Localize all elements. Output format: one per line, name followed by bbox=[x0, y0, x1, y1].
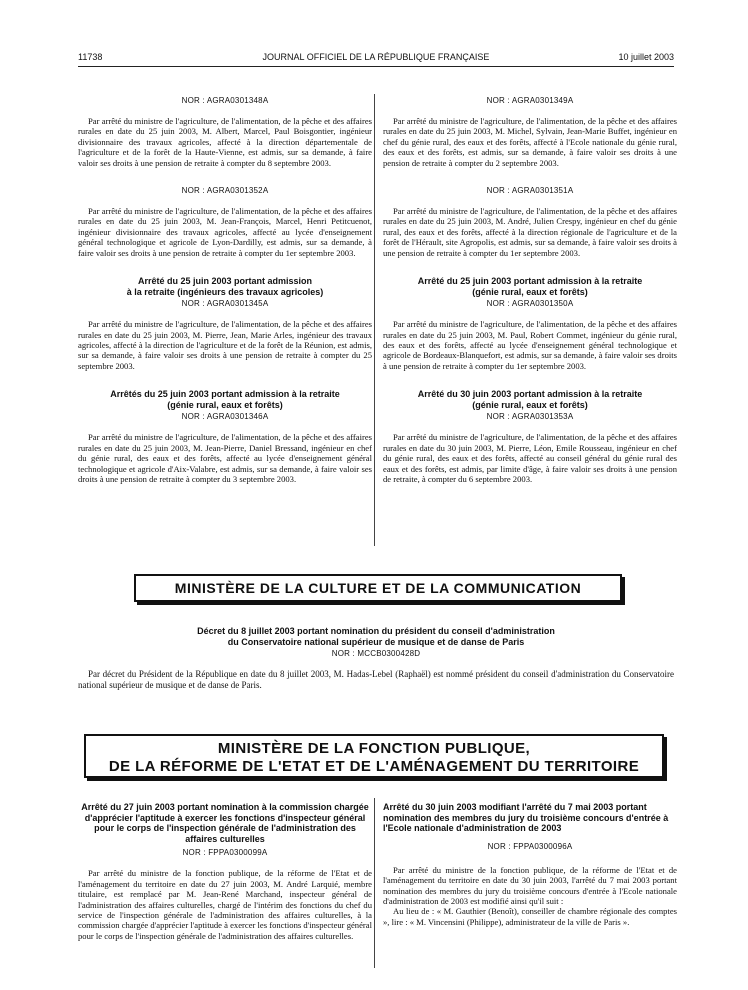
ministry-banner-culture: MINISTÈRE DE LA CULTURE ET DE LA COMMUNICATION bbox=[134, 574, 622, 602]
nor-reference: NOR : AGRA0301346A bbox=[181, 412, 269, 422]
entry-text: Par arrêté du ministre de l'agriculture, de l'alimentation, de la pêche et des affaires rurales en date du 30 juin 2003, M. Pierre, Léon, Emile Rousseau, ingénieur en chef du génie rural, des eaux et des forêts, affecté au conseil général du génie rural des eaux et des forêts, est admis, par limite d'âge, à faire valoir ses droits à une pension de retraite, à compter du 6 septembre 2003. bbox=[383, 432, 677, 485]
decree-heading: (génie rural, eaux et forêts) bbox=[472, 399, 588, 410]
decree-heading: à la retraite (ingénieurs des travaux agricoles) bbox=[126, 286, 324, 297]
nor-reference: NOR : AGRA0301352A bbox=[181, 186, 269, 196]
column-divider bbox=[374, 798, 375, 968]
entry-text: Par arrêté du ministre de l'agriculture, de l'alimentation, de la pêche et des affaires rurales en date du 25 juin 2003, M. André, Julien Crespy, ingénieur en chef du génie rural, des eaux et des forêts, affecté à la direction régionale de l'agriculture et de la forêt de l'Hérault, site Agropolis, est admis, sur sa demande, à faire valoir ses droits à une pension de retraite à compter du 1er septembre 2003. bbox=[383, 206, 677, 258]
left-entry-3 bbox=[78, 276, 372, 371]
entry-text: Au lieu de : « M. Gauthier (Benoît), conseiller de chambre régionale des comptes », lire : « M. Vincensini (Philippe), administrateur de la ville de Paris ». bbox=[383, 906, 677, 927]
nor-reference: NOR : AGRA0301353A bbox=[486, 412, 574, 422]
left-entry-2 bbox=[78, 186, 372, 258]
entry-text: Par arrêté du ministre de la fonction publique, de la réforme de l'Etat et de l'aménagement du territoire en date du 27 juin 2003, M. André Larquié, membre titulaire, est remplacé par M. Jean-René Marchand, inspecteur général de l'administration des affaires culturelles, chargé de l'intérim des fonctions du chef du service de l'inspection générale de l'administration des affaires culturelles, à la commission chargée d'apprécier l'aptitude à exercer les fonctions d'inspecteur général pour le corps de l'inspection générale de l'administration des affaires culturelles. bbox=[78, 868, 372, 941]
issue-date: 10 juillet 2003 bbox=[618, 52, 674, 62]
nor-reference: NOR : MCCB0300428D bbox=[331, 649, 421, 659]
banner-line: DE LA RÉFORME DE L'ETAT ET DE L'AMÉNAGEMENT DU TERRITOIRE bbox=[108, 758, 640, 775]
left-entry-1 bbox=[78, 96, 372, 168]
left-entry-4 bbox=[78, 389, 372, 484]
right-entry-2 bbox=[383, 186, 677, 258]
nor-reference: NOR : FPPA0300099A bbox=[182, 848, 268, 858]
decree-heading: du Conservatoire national supérieur de musique et de danse de Paris bbox=[227, 636, 525, 647]
right-entry-1 bbox=[383, 96, 677, 168]
nor-reference: NOR : AGRA0301348A bbox=[181, 96, 269, 105]
entry-text: Par arrêté du ministre de l'agriculture, de l'alimentation, de la pêche et des affaires rurales en date du 25 juin 2003, M. Jean-François, Marcel, Henri Petitcuenot, ingénieur divisionnaire des travaux agricoles, affecté au lycée d'enseignement général technologique et agricole de Lyon-Dardilly, est admis, sur sa demande, à faire valoir ses droits à une pension de retraite à compter du 1er septembre 2003. bbox=[78, 206, 372, 258]
decree-heading: Arrêté du 25 juin 2003 portant admission bbox=[137, 276, 313, 287]
decree-heading: (génie rural, eaux et forêts) bbox=[167, 399, 283, 410]
culture-decree bbox=[78, 626, 674, 691]
decree-heading: Arrêté du 27 juin 2003 portant nomination à la commission chargée d'apprécier l'aptitude à exercer les fonctions d'inspecteur général pour le corps de l'inspection générale de l'administration des affaires culturelles bbox=[81, 802, 369, 844]
header-rule bbox=[78, 66, 674, 67]
decree-heading: Arrêtés du 25 juin 2003 portant admission à la retraite bbox=[110, 389, 340, 400]
decree-text: Par décret du Président de la République en date du 8 juillet 2003, M. Hadas-Lebel (Raphaël) est nommé président du conseil d'administration du Conservatoire national supérieur de musique et de danse de Paris. bbox=[78, 669, 674, 691]
entry-text: Par arrêté du ministre de l'agriculture, de l'alimentation, de la pêche et des affaires rurales en date du 25 juin 2003, M. Paul, Robert Commet, ingénieur du génie rural, des eaux et des forêts, affecté au lycée d'enseignement général technologique et agricole de Bordeaux-Blanquefort, est admis, sur sa demande, à faire valoir ses droits à une pension de retraite à compter du 1er septembre 2003. bbox=[383, 319, 677, 371]
nor-reference: NOR : AGRA0301351A bbox=[486, 186, 574, 196]
right-column bbox=[383, 96, 677, 485]
entry-text: Par arrêté du ministre de l'agriculture, de l'alimentation, de la pêche et des affaires rurales en date du 25 juin 2003, M. Jean-Pierre, Daniel Bressand, ingénieur en chef du génie rural, des eaux et des forêts, affecté au lycée d'enseignement général technologique et agricole d'Aix-Valabre, est admis, sur sa demande, à faire valoir ses droits à une pension de retraite à compter du 3 septembre 2003. bbox=[78, 432, 372, 485]
nor-reference: NOR : AGRA0301349A bbox=[486, 96, 574, 105]
decree-heading: (génie rural, eaux et forêts) bbox=[472, 286, 588, 297]
banner-line: MINISTÈRE DE LA FONCTION PUBLIQUE, bbox=[217, 740, 531, 757]
entry-text: Par arrêté du ministre de l'agriculture, de l'alimentation, de la pêche et des affaires rurales en date du 25 juin 2003, M. Albert, Marcel, Paul Boisgontier, ingénieur divisionnaire des travaux agricoles, affecté à la direction départementale de l'agriculture et de la forêt de la Haute-Vienne, est admis, sur sa demande, à faire valoir ses droits à une pension de retraite à compter du 8 septembre 2003. bbox=[78, 116, 372, 168]
ministry-banner-fonction-publique bbox=[84, 734, 664, 778]
column-divider bbox=[374, 94, 375, 546]
entry-text: Par arrêté du ministre de la fonction publique, de la réforme de l'Etat et de l'aménagement du territoire en date du 30 juin 2003, l'arrêté du 7 mai 2003 portant nomination des membres du jury du troisième concours d'entrée à l'Ecole nationale d'administration de 2003 est modifié ainsi qu'il suit : bbox=[383, 864, 677, 906]
left-column-lower bbox=[78, 802, 372, 941]
right-entry-4 bbox=[383, 389, 677, 484]
left-column bbox=[78, 96, 372, 485]
nor-reference: NOR : AGRA0301350A bbox=[486, 299, 574, 309]
right-column-lower bbox=[383, 802, 677, 927]
nor-reference: NOR : FPPA0300096A bbox=[487, 841, 573, 851]
page-number: 11738 bbox=[78, 52, 103, 62]
decree-heading: Décret du 8 juillet 2003 portant nomination du président du conseil d'administration bbox=[197, 626, 555, 636]
entry-text: Par arrêté du ministre de l'agriculture, de l'alimentation, de la pêche et des affaires rurales en date du 25 juin 2003, M. Michel, Sylvain, Jean-Marie Buffet, ingénieur en chef du génie rural, des eaux et des forêts, affecté à l'Ecole nationale du génie rural, des eaux et des forêts, est admis, sur sa demande, à faire valoir ses droits à une pension de retraite à compter du 2 septembre 2003. bbox=[383, 116, 677, 168]
right-entry-3 bbox=[383, 276, 677, 371]
journal-title: JOURNAL OFFICIEL DE LA RÉPUBLIQUE FRANÇAISE bbox=[262, 52, 490, 62]
decree-heading: Arrêté du 30 juin 2003 portant admission à la retraite bbox=[417, 389, 643, 400]
decree-heading: Arrêté du 30 juin 2003 modifiant l'arrêté du 7 mai 2003 portant nomination des membres du jury du troisième concours d'entrée à l'Ecole nationale d'administration de 2003 bbox=[383, 802, 669, 834]
entry-text: Par arrêté du ministre de l'agriculture, de l'alimentation, de la pêche et des affaires rurales en date du 25 juin 2003, M. Pierre, Jean, Marie Arles, ingénieur des travaux agricoles, affecté à la direction de l'agriculture et de la forêt de la Réunion, est admis, sur sa demande, à faire valoir ses droits à une pension de retraite à compter du 25 septembre 2003. bbox=[78, 319, 372, 371]
nor-reference: NOR : AGRA0301345A bbox=[181, 299, 269, 309]
decree-heading: Arrêté du 25 juin 2003 portant admission à la retraite bbox=[417, 276, 643, 287]
